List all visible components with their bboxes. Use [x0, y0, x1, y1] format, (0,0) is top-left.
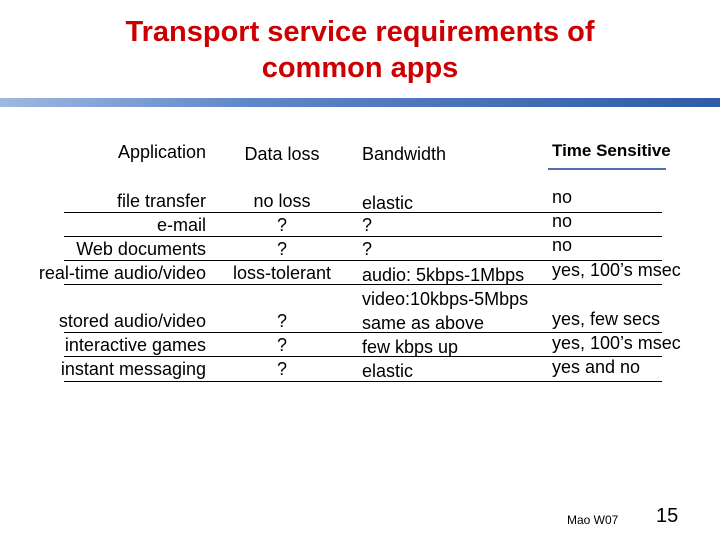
page-number: 15	[656, 505, 679, 527]
row-7-bandwidth: elastic	[362, 361, 414, 381]
row-4-bandwidth: audio: 5kbps-1Mbps	[362, 265, 525, 285]
header-data-loss: Data loss	[244, 144, 320, 164]
row-4-bandwidth-line-2: video:10kbps-5Mbps	[362, 289, 529, 309]
row-4-data-loss: loss-tolerant	[232, 263, 332, 283]
row-3-bandwidth: ?	[362, 239, 373, 259]
row-5-application: stored audio/video	[58, 311, 206, 331]
row-divider	[64, 260, 662, 261]
row-divider	[64, 236, 662, 237]
slide-title-line-2: common apps	[261, 52, 459, 84]
row-6-time-sensitive: yes, 100’s msec	[552, 333, 681, 353]
row-divider	[64, 212, 662, 213]
header-time-sensitive: Time Sensitive	[552, 141, 671, 160]
header-application: Application	[117, 142, 206, 162]
row-5-data-loss: ?	[276, 311, 287, 331]
row-7-application: instant messaging	[60, 359, 206, 379]
row-4-application: real-time audio/video	[38, 263, 206, 283]
title-divider	[0, 98, 720, 107]
row-1-data-loss: no loss	[253, 191, 311, 211]
row-1-bandwidth: elastic	[362, 193, 414, 213]
row-2-bandwidth: ?	[362, 215, 373, 235]
header-bandwidth: Bandwidth	[362, 144, 447, 164]
row-6-data-loss: ?	[276, 335, 287, 355]
row-3-data-loss: ?	[276, 239, 287, 259]
row-1-time-sensitive: no	[552, 187, 573, 207]
row-divider	[64, 356, 662, 357]
table-bottom-rule	[64, 381, 662, 382]
row-1-application: file transfer	[116, 191, 206, 211]
row-6-application: interactive games	[64, 335, 206, 355]
row-5-time-sensitive: yes, few secs	[552, 309, 661, 329]
slide-title	[0, 14, 720, 86]
row-3-time-sensitive: no	[552, 235, 573, 255]
footer-author: Mao W07	[567, 513, 619, 527]
row-5-bandwidth: same as above	[362, 313, 485, 333]
row-7-time-sensitive: yes and no	[552, 357, 641, 377]
row-3-application: Web documents	[76, 239, 206, 259]
row-2-data-loss: ?	[276, 215, 287, 235]
row-6-bandwidth: few kbps up	[362, 337, 459, 357]
row-7-data-loss: ?	[276, 359, 287, 379]
row-2-time-sensitive: no	[552, 211, 573, 231]
row-divider	[64, 284, 662, 285]
row-4-time-sensitive: yes, 100’s msec	[552, 260, 681, 280]
row-2-application: e-mail	[156, 215, 206, 235]
header-underline	[548, 168, 666, 170]
row-divider	[64, 332, 662, 333]
slide-title-line-1: Transport service requirements of	[125, 16, 595, 48]
